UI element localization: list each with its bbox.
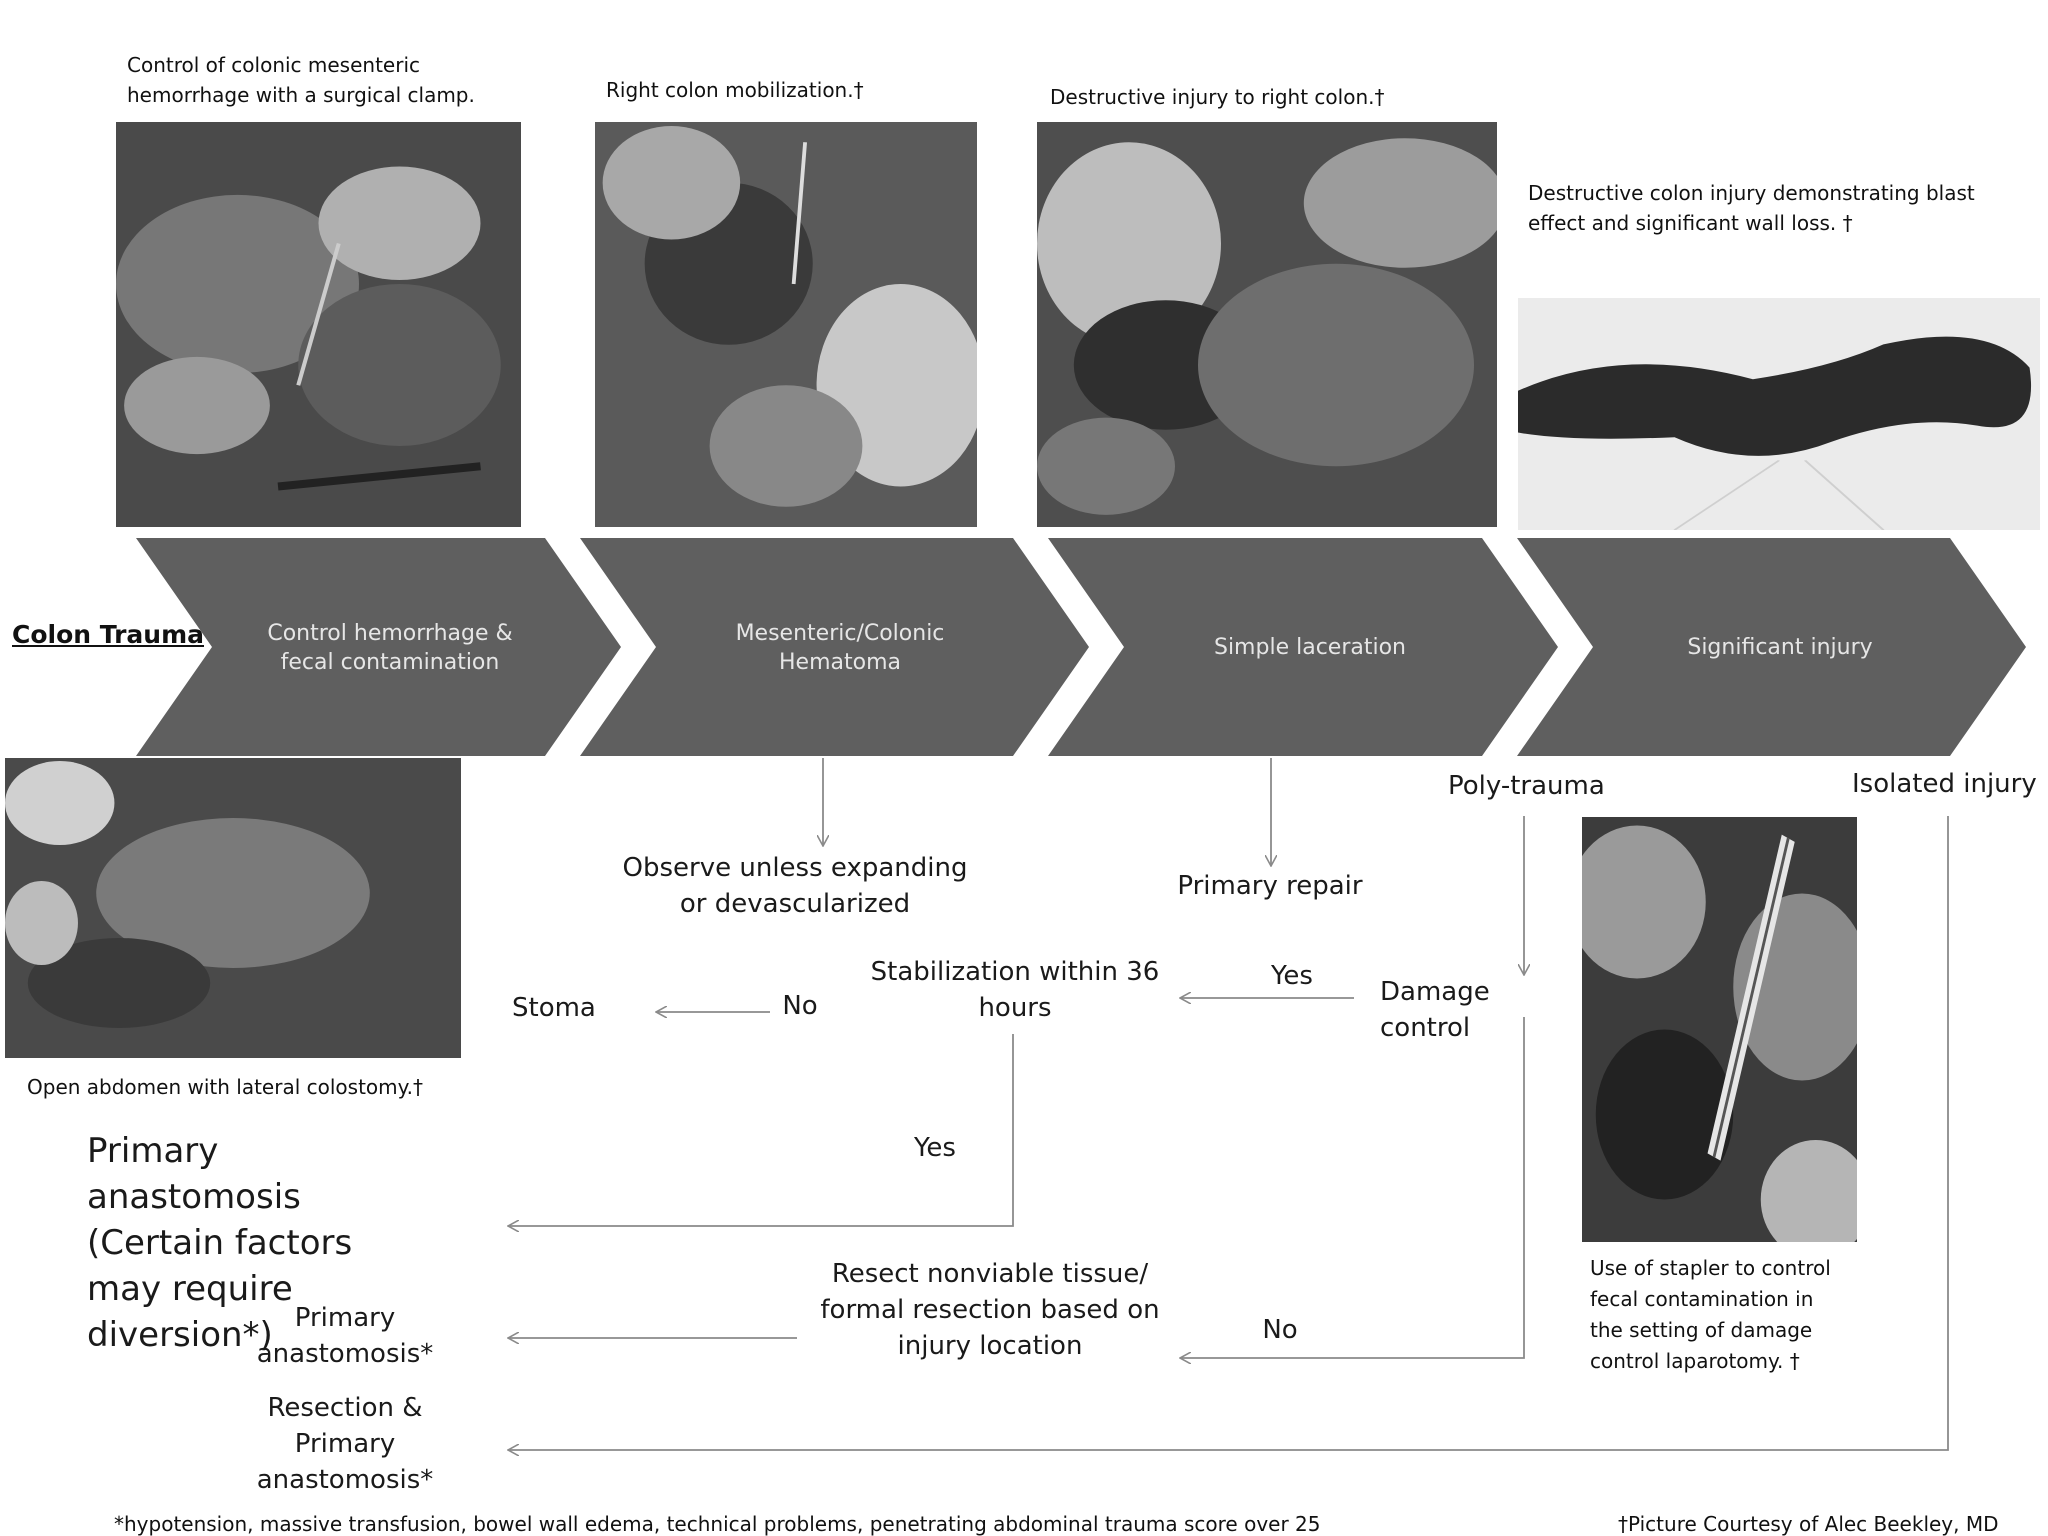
stoma-node: Stoma [512, 993, 596, 1023]
resection-primary-anastomosis-node: Resection & Primary anastomosis* [256, 1393, 434, 1495]
isolated-injury-label: Isolated injury [1852, 769, 2037, 799]
yes-label-2: Yes [914, 1133, 956, 1163]
arrow-no-to-resect [1180, 1017, 1524, 1358]
no-label-2: No [1262, 1315, 1298, 1345]
primary-repair-node: Primary repair [1177, 871, 1363, 901]
resect-node: Resect nonviable tissue/ formal resection based on injury location [820, 1259, 1160, 1361]
chevron-1-label: Control hemorrhage & fecal contamination [267, 620, 513, 675]
stabilization-node: Stabilization within 36 hours [870, 957, 1160, 1023]
photo-caption-6: Use of stapler to control fecal contamination in the setting of damage control laparotomy. † [1590, 1256, 1831, 1373]
chevron-2-label: Mesenteric/Colonic Hematoma [735, 620, 945, 675]
no-label-1: No [782, 991, 818, 1021]
photo-caption-5: Open abdomen with lateral colostomy.† [27, 1075, 423, 1099]
photo-caption-3: Destructive injury to right colon.† [1050, 85, 1385, 109]
primary-anastomosis-diversion-node: Primary anastomosis (Certain factors may require diversion*) [87, 1131, 353, 1355]
footnote-factors: *hypotension, massive transfusion, bowel wall edema, technical problems, penetrating abdominal trauma score over 25 [114, 1512, 1321, 1536]
primary-anastomosis-node: Primary anastomosis* [256, 1303, 434, 1369]
photo-caption-4: Destructive colon injury demonstrating blast effect and significant wall loss. † [1528, 181, 1975, 235]
chevron-4-label: Significant injury [1687, 635, 1873, 660]
damage-control-node: Damage control [1380, 977, 1490, 1043]
photo-caption-1: Control of colonic mesenteric hemorrhage with a surgical clamp. [127, 53, 475, 107]
poly-trauma-label: Poly-trauma [1448, 771, 1605, 801]
footnote-picture-credit: †Picture Courtesy of Alec Beekley, MD [1618, 1512, 1999, 1536]
diagram-title: Colon Trauma [12, 620, 204, 649]
observe-node: Observe unless expanding or devascularized [622, 853, 968, 919]
chevron-3-label: Simple laceration [1213, 635, 1406, 660]
yes-label-1: Yes [1271, 961, 1313, 991]
photo-caption-2: Right colon mobilization.† [606, 78, 864, 102]
